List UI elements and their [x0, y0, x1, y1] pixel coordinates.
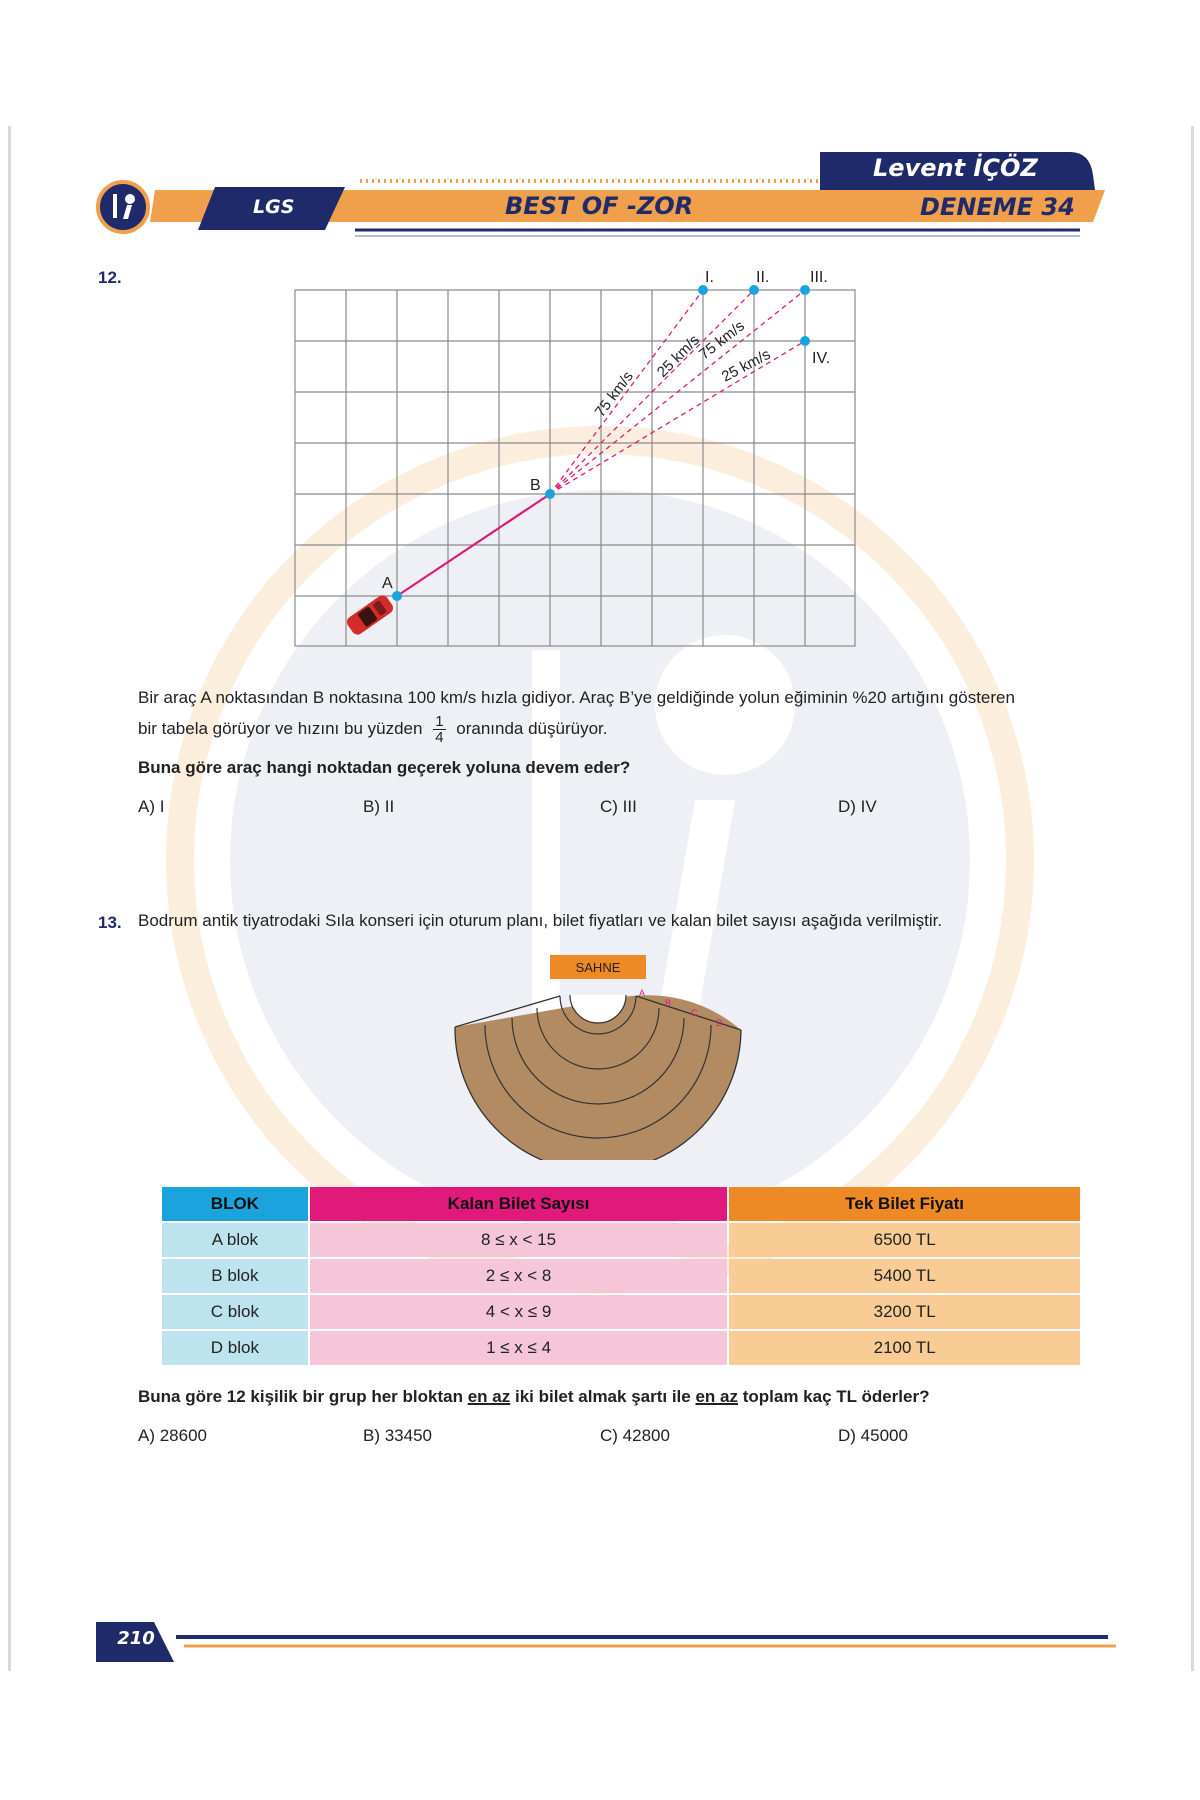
stage-label: SAHNE — [575, 960, 621, 975]
target-3-label: III. — [810, 269, 828, 286]
target-4-label: IV. — [812, 350, 831, 367]
cell-block: B blok — [162, 1259, 308, 1293]
speed-label-4: 25 km/s — [718, 345, 774, 386]
block-d-label: D — [716, 1018, 723, 1028]
cell-remaining: 4 < x ≤ 9 — [310, 1295, 728, 1329]
q13-underline-1: en az — [467, 1387, 511, 1406]
point-b-label: B — [530, 477, 541, 494]
series-label: LGS — [253, 196, 295, 218]
q12-option-c[interactable]: C) III — [600, 797, 637, 816]
table-header-row — [162, 1187, 1080, 1221]
q13-question — [138, 1382, 1128, 1412]
header-kalan-bilet: Kalan Bilet Sayısı — [310, 1187, 728, 1221]
q12-option-b[interactable]: B) II — [363, 797, 395, 816]
q12-question: Buna göre araç hangi noktadan geçerek yoluna devem eder? — [138, 758, 631, 777]
table-row — [162, 1331, 1080, 1365]
target-1-label: I. — [705, 269, 714, 286]
q12-option-d[interactable]: D) IV — [838, 797, 877, 816]
ticket-table — [160, 1185, 1082, 1367]
book-title: BEST OF -ZOR — [505, 192, 694, 220]
question-12-number: 12. — [98, 268, 122, 287]
fraction-denominator: 4 — [435, 729, 444, 747]
q12-text-2b: oranında düşürüyor. — [456, 719, 608, 738]
theatre-seating-plan — [440, 950, 760, 1160]
q13-intro: Bodrum antik tiyatrodaki Sıla konseri için oturum planı, bilet fiyatları ve kalan bilet sayısı aşağıda verilmiştir. — [138, 911, 943, 930]
page-footer — [90, 1620, 1120, 1666]
q12-option-a[interactable]: A) I — [138, 797, 165, 816]
q13-question-c: toplam kaç TL öderler? — [742, 1387, 930, 1406]
speed-label-2: 25 km/s — [653, 331, 703, 381]
table-row — [162, 1259, 1080, 1293]
q13-option-d[interactable]: D) 45000 — [838, 1426, 908, 1445]
page-number: 210 — [117, 1628, 155, 1649]
cell-price: 3200 TL — [729, 1295, 1080, 1329]
cell-block: C blok — [162, 1295, 308, 1329]
q12-text-2a: bir tabela görüyor ve hızını bu yüzden — [138, 719, 423, 738]
cell-block: D blok — [162, 1331, 308, 1365]
cell-remaining: 2 ≤ x < 8 — [310, 1259, 728, 1293]
q12-text-line-1: Bir araç A noktasından B noktasına 100 km/s hızla gidiyor. Araç B’ye geldiğinde yolun eğiminin %20 artığını gösteren — [138, 688, 1015, 707]
q13-option-a[interactable]: A) 28600 — [138, 1426, 207, 1445]
target-2-label: II. — [756, 269, 770, 286]
cell-block: A blok — [162, 1223, 308, 1257]
speed-label-3: 75 km/s — [695, 317, 748, 364]
speed-label-1: 75 km/s — [591, 368, 637, 421]
block-a-label: A — [639, 988, 646, 998]
block-b-label: B — [665, 998, 672, 1008]
exam-title: DENEME 34 — [920, 193, 1075, 221]
q13-question-a: Buna göre 12 kişilik bir grup her bloktan — [138, 1387, 463, 1406]
q13-underline-2: en az — [695, 1387, 738, 1406]
cell-price: 6500 TL — [729, 1223, 1080, 1257]
question-13-number: 13. — [98, 913, 122, 932]
q13-option-b[interactable]: B) 33450 — [363, 1426, 432, 1445]
point-a-label: A — [382, 575, 393, 592]
fraction-numerator: 1 — [435, 713, 444, 731]
fraction-one-quarter — [433, 714, 445, 745]
table-row — [162, 1295, 1080, 1329]
q13-option-c[interactable]: C) 42800 — [600, 1426, 670, 1445]
cell-remaining: 1 ≤ x ≤ 4 — [310, 1331, 728, 1365]
cell-price: 2100 TL — [729, 1331, 1080, 1365]
table-row — [162, 1223, 1080, 1257]
q12-text-line-2 — [138, 714, 1118, 745]
q13-question-b: iki bilet almak şartı ile — [514, 1387, 691, 1406]
cell-remaining: 8 ≤ x < 15 — [310, 1223, 728, 1257]
header-blok: BLOK — [162, 1187, 308, 1221]
q12-grid-figure — [280, 260, 880, 660]
author-name: Levent İÇÖZ — [873, 154, 1038, 182]
block-c-label: C — [691, 1008, 698, 1018]
header-bilet-fiyati: Tek Bilet Fiyatı — [729, 1187, 1080, 1221]
cell-price: 5400 TL — [729, 1259, 1080, 1293]
